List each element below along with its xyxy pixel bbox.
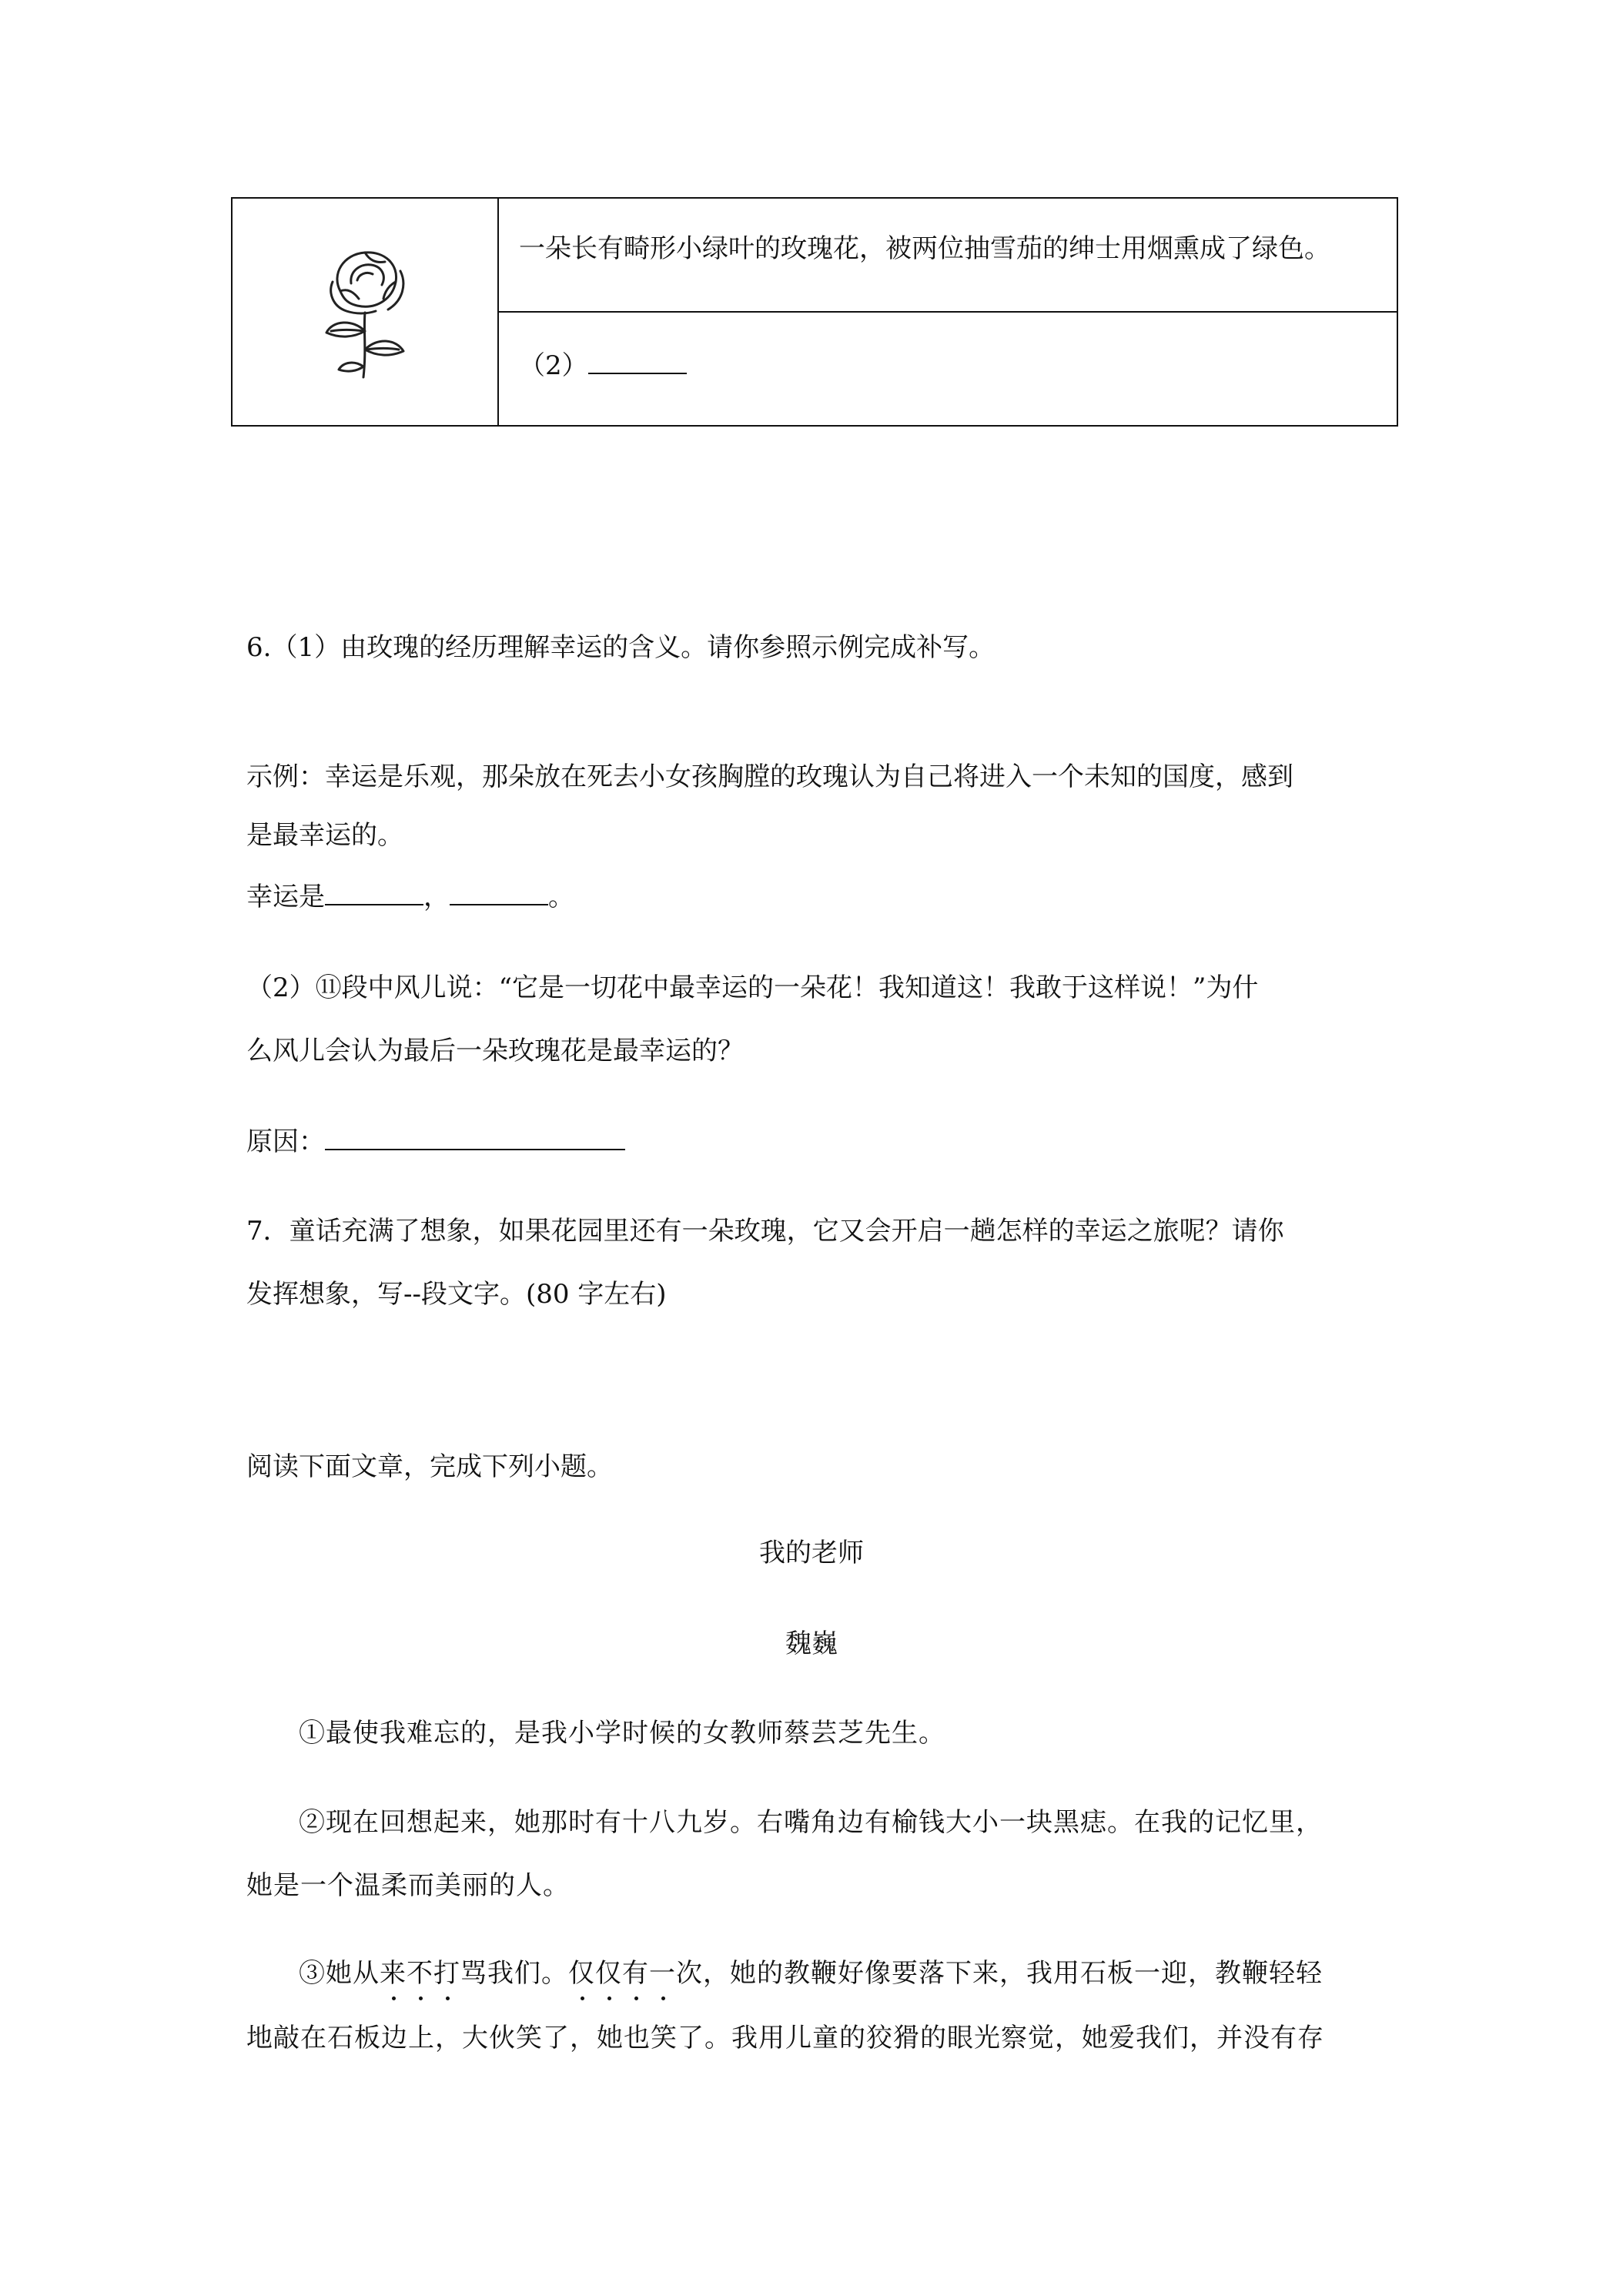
q7-line2: 发挥想象，写--段文字。(80 字左右): [246, 1279, 667, 1310]
emphasis-char: 不: [407, 1954, 433, 1993]
answer-blank-2[interactable]: [450, 876, 548, 905]
reason-answer-blank[interactable]: [325, 1121, 625, 1150]
rose-image-cell: [233, 199, 499, 425]
table-row-2-answer: [519, 345, 687, 385]
paragraph-2-line2: 她是一个温柔而美丽的人。: [246, 1870, 570, 1901]
q6-part1-prompt: 6.（1）由玫瑰的经历理解幸运的含义。请你参照示例完成补写。: [246, 632, 996, 663]
q6-reason-line: [246, 1121, 1386, 1161]
q6-part2-line1: （2）⑪段中风儿说：“它是一切花中最幸运的一朵花！我知道这！我敢于这样说！”为什: [246, 972, 1259, 1003]
answer-blank[interactable]: [588, 345, 687, 374]
paragraph-2-line1: ②现在回想起来，她那时有十八九岁。右嘴角边有榆钱大小一块黑痣。在我的记忆里，: [299, 1807, 1323, 1838]
emphasis-char: 有: [622, 1954, 649, 1993]
q6-answer-end: 。: [548, 882, 574, 912]
emphasis-char: 仅: [568, 1954, 595, 1993]
emphasis-char: 一: [649, 1954, 676, 1993]
q6-example-line1: 示例：幸运是乐观，那朵放在死去小女孩胸膛的玫瑰认为自己将进入一个未知的国度，感到: [246, 761, 1293, 792]
q6-answer-line: [246, 876, 1386, 916]
paragraph-3-line1: [246, 1954, 1438, 1993]
q7-line1: 7．童话充满了想象，如果花园里还有一朵玫瑰，它又会开启一趟怎样的幸运之旅呢？请你: [246, 1216, 1284, 1247]
table-row-2: [499, 313, 1397, 425]
rose-table: [231, 197, 1398, 427]
p3-seg1: ③她从: [299, 1958, 380, 1989]
q6-answer-prefix: 幸运是: [246, 882, 325, 912]
q6-part2-line2: 么风儿会认为最后一朵玫瑰花是最幸运的？: [246, 1036, 744, 1066]
paragraph-1: ①最使我难忘的，是我小学时候的女教师蔡芸芝先生。: [299, 1718, 945, 1749]
table-row-1: [499, 199, 1397, 313]
emphasis-char: 仅: [595, 1954, 622, 1993]
article-title: 我的老师: [759, 1538, 864, 1568]
emphasis-char: 来: [380, 1954, 407, 1993]
answer-blank-1[interactable]: [325, 876, 423, 905]
rose-illustration: [310, 237, 425, 383]
q6-answer-comma: ，: [423, 882, 450, 912]
table-row-1-text: 一朵长有畸形小绿叶的玫瑰花，被两位抽雪茄的绅士用烟熏成了绿色。: [519, 233, 1330, 264]
paragraph-3-line2: 地敲在石板边上，大伙笑了，她也笑了。我用儿童的狡猾的眼光察觉，她爱我们，并没有存: [246, 2023, 1324, 2053]
p3-seg2: 骂我们。: [460, 1958, 568, 1989]
p3-seg3: 次，她的教鞭好像要落下来，我用石板一迎，教鞭轻轻: [676, 1958, 1323, 1989]
article-author: 魏巍: [785, 1628, 838, 1659]
reading-intro: 阅读下面文章，完成下列小题。: [246, 1451, 613, 1482]
emphasis-char: 打: [433, 1954, 460, 1993]
q6-reason-label: 原因：: [246, 1126, 325, 1157]
q6-example-line2: 是最幸运的。: [246, 820, 403, 851]
table-row-2-label: （2）: [519, 350, 588, 381]
